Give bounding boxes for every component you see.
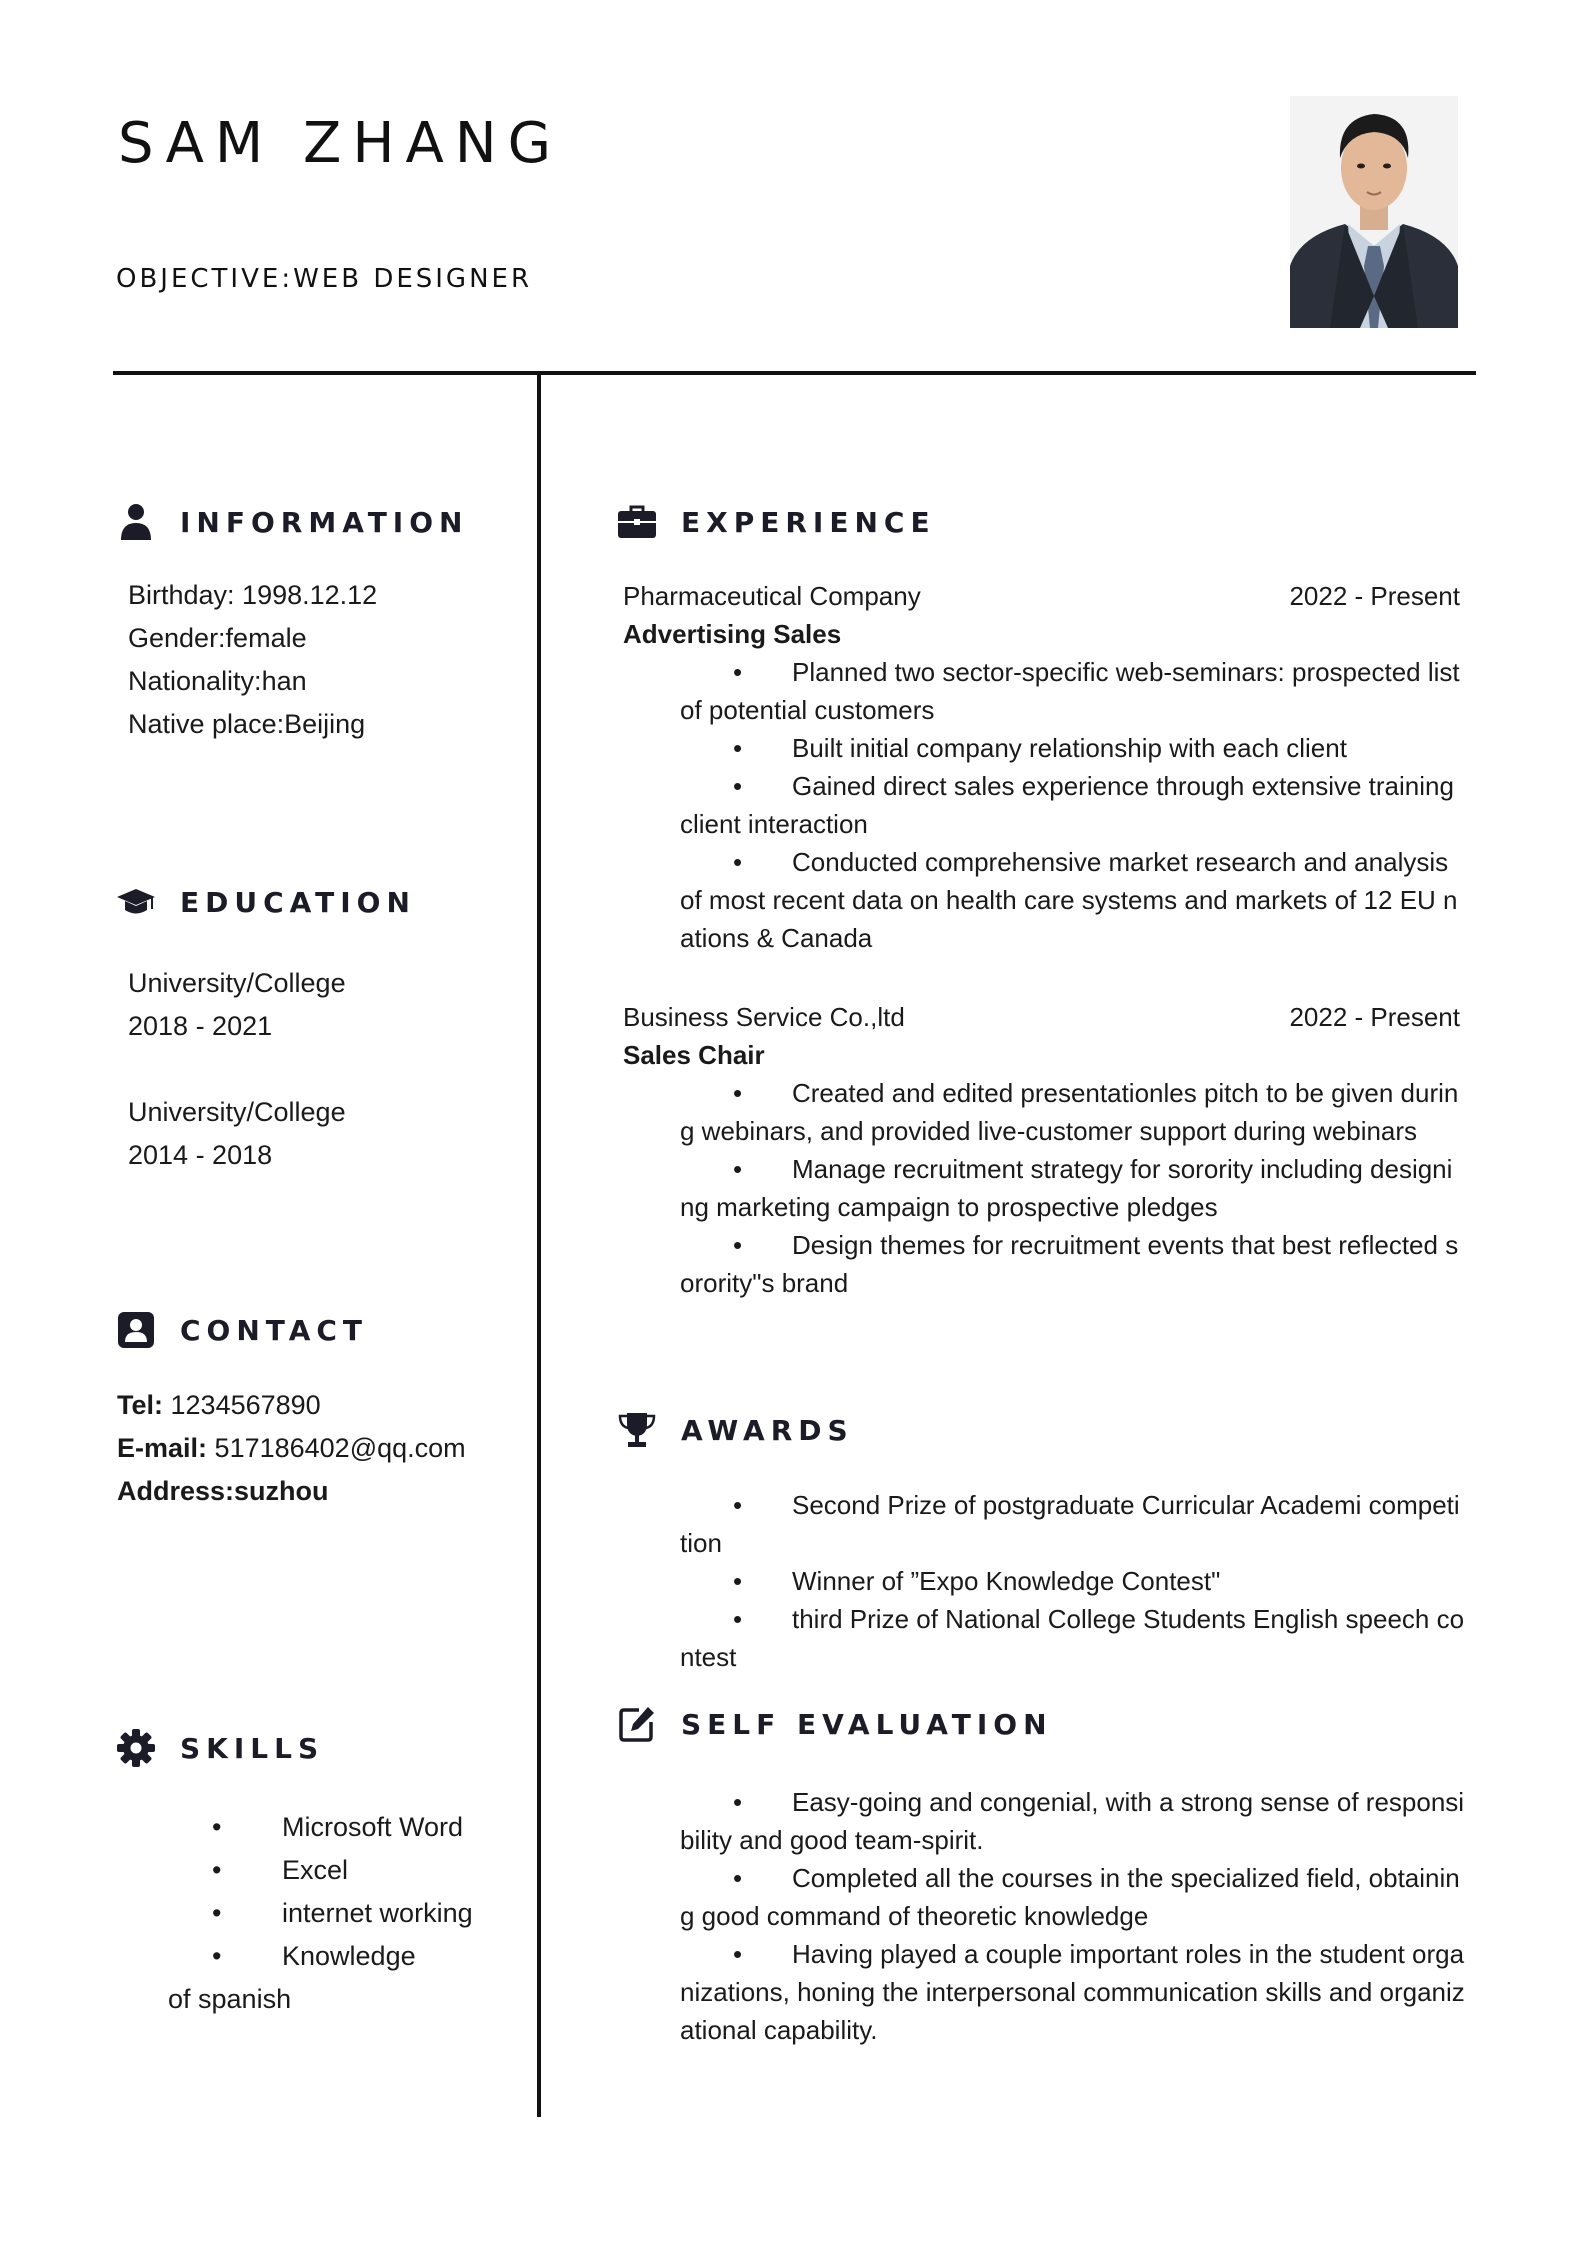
objective: OBJECTIVE:WEB DESIGNER [116, 264, 533, 294]
job-bullet: • Gained direct sales experience through extensive training client interaction [680, 771, 1454, 839]
skill-item: • internet working [212, 1898, 473, 1928]
education-school: University/College [128, 968, 346, 998]
education-years: 2014 - 2018 [128, 1140, 273, 1170]
skill-item: • Excel [212, 1855, 349, 1885]
job-role: Advertising Sales [623, 619, 842, 649]
info-nationality: Nationality:han [128, 666, 307, 696]
job-bullet: • Created and edited presentationles pitch to be given during webinars, and provided live-customer support during webinars [680, 1078, 1459, 1146]
job-period: 2022 - Present [1289, 581, 1460, 611]
skill-item: • Microsoft Word [212, 1812, 464, 1842]
job-entry [623, 577, 1465, 957]
job-company: Business Service Co.,ltd [623, 1002, 905, 1032]
education-school: University/College [128, 1097, 346, 1127]
skills-list [168, 1806, 528, 2021]
section-header-awards [617, 1410, 854, 1450]
awards-list [680, 1486, 1465, 1676]
edit-icon [617, 1704, 657, 1744]
briefcase-icon [617, 502, 657, 542]
info-gender: Gender:female [128, 623, 307, 653]
job-role: Sales Chair [623, 1040, 765, 1070]
contact-tel: Tel: 1234567890 [117, 1390, 321, 1420]
section-header-experience [617, 502, 936, 542]
section-title-experience: EXPERIENCE [681, 505, 936, 539]
job-entry [623, 998, 1465, 1302]
section-header-contact [116, 1310, 368, 1350]
job-bullet: • Conducted comprehensive market research and analysis of most recent data on health care systems and markets of 12 EU nations & Canada [680, 847, 1458, 953]
job-bullet: • Planned two sector-specific web-seminars: prospected list of potential customers [680, 657, 1460, 725]
self-evaluation-item: • Completed all the courses in the specialized field, obtaining good command of theoretic knowledge [680, 1863, 1460, 1931]
job-bullets [680, 1074, 1465, 1302]
section-header-education [116, 882, 416, 922]
section-title-self-evaluation: SELF EVALUATION [681, 1707, 1053, 1741]
info-birthday: Birthday: 1998.12.12 [128, 580, 378, 610]
trophy-icon [617, 1410, 657, 1450]
award-item: • Second Prize of postgraduate Curricular Academi competition [680, 1490, 1460, 1558]
information-list [128, 574, 377, 746]
section-title-education: EDUCATION [180, 885, 416, 919]
contact-email: E-mail: 517186402@qq.com [117, 1433, 466, 1463]
job-header [623, 577, 1460, 615]
job-period: 2022 - Present [1289, 1002, 1460, 1032]
header-divider [113, 371, 1476, 375]
section-header-self-evaluation [617, 1704, 1053, 1744]
job-company: Pharmaceutical Company [623, 581, 921, 611]
column-divider [537, 371, 541, 2117]
profile-photo [1290, 96, 1458, 328]
award-item: • Winner of ”Expo Knowledge Contest" [733, 1566, 1221, 1596]
education-years: 2018 - 2021 [128, 1011, 273, 1041]
section-title-awards: AWARDS [681, 1413, 854, 1447]
contact-card-icon [116, 1310, 156, 1350]
job-bullet: • Design themes for recruitment events that best reflected sorority"s brand [680, 1230, 1459, 1298]
job-header [623, 998, 1460, 1036]
person-icon [116, 502, 156, 542]
self-evaluation-item: • Having played a couple important roles in the student organizations, honing the interpersonal communication skills and organizational capability. [680, 1939, 1465, 2045]
job-bullets [680, 653, 1465, 957]
info-native-place: Native place:Beijing [128, 709, 366, 739]
section-title-skills: SKILLS [180, 1731, 325, 1765]
section-title-contact: CONTACT [180, 1313, 369, 1347]
graduation-cap-icon [116, 882, 156, 922]
section-header-skills [116, 1728, 324, 1768]
section-title-information: INFORMATION [180, 505, 469, 539]
self-evaluation-list [680, 1783, 1465, 2049]
candidate-name: SAM ZHANG [118, 111, 563, 176]
award-item: • third Prize of National College Students English speech contest [680, 1604, 1465, 1672]
gear-icon [116, 1728, 156, 1768]
section-header-information [116, 502, 468, 542]
job-bullet: • Manage recruitment strategy for sorority including designing marketing campaign to prospective pledges [680, 1154, 1453, 1222]
education-list [128, 962, 346, 1177]
self-evaluation-item: • Easy-going and congenial, with a strong sense of responsibility and good team-spirit. [680, 1787, 1465, 1855]
contact-list [117, 1384, 466, 1513]
job-bullet: • Built initial company relationship with each client [733, 733, 1347, 763]
skill-item: • Knowledge of spanish [168, 1941, 416, 2014]
contact-address: Address:suzhou [117, 1476, 329, 1506]
